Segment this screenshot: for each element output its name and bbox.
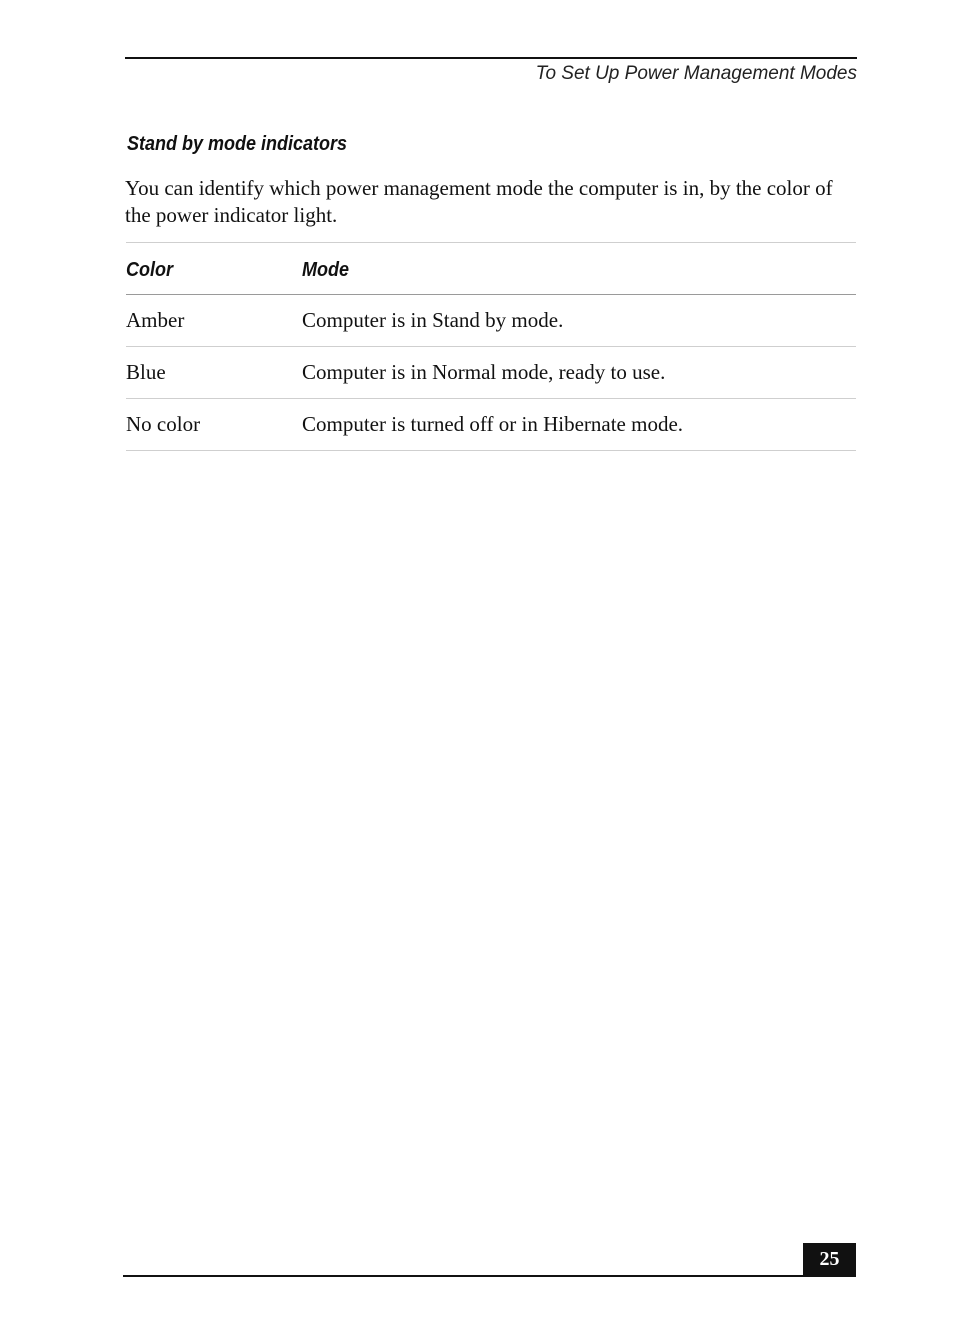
column-header-color: Color [126,259,173,281]
table-row [126,399,856,451]
intro-paragraph: You can identify which power management mode the computer is in, by the color of the power indicator light. [125,176,833,227]
column-header-mode: Mode [302,259,349,281]
table-header-row [126,243,856,295]
indicator-table [126,242,856,451]
mode-cell: Computer is in Stand by mode. [302,308,564,332]
table-row [126,295,856,347]
section-heading: Stand by mode indicators [127,133,348,155]
header-rule [125,57,857,59]
table-row [126,347,856,399]
color-cell: No color [126,412,201,436]
page-number: 25 [803,1243,856,1276]
mode-cell: Computer is in Normal mode, ready to use. [302,360,666,384]
footer-rule [123,1275,856,1277]
running-header: To Set Up Power Management Modes [535,63,857,84]
mode-cell: Computer is turned off or in Hibernate mode. [302,412,684,436]
color-cell: Blue [126,360,166,384]
color-cell: Amber [126,308,185,332]
